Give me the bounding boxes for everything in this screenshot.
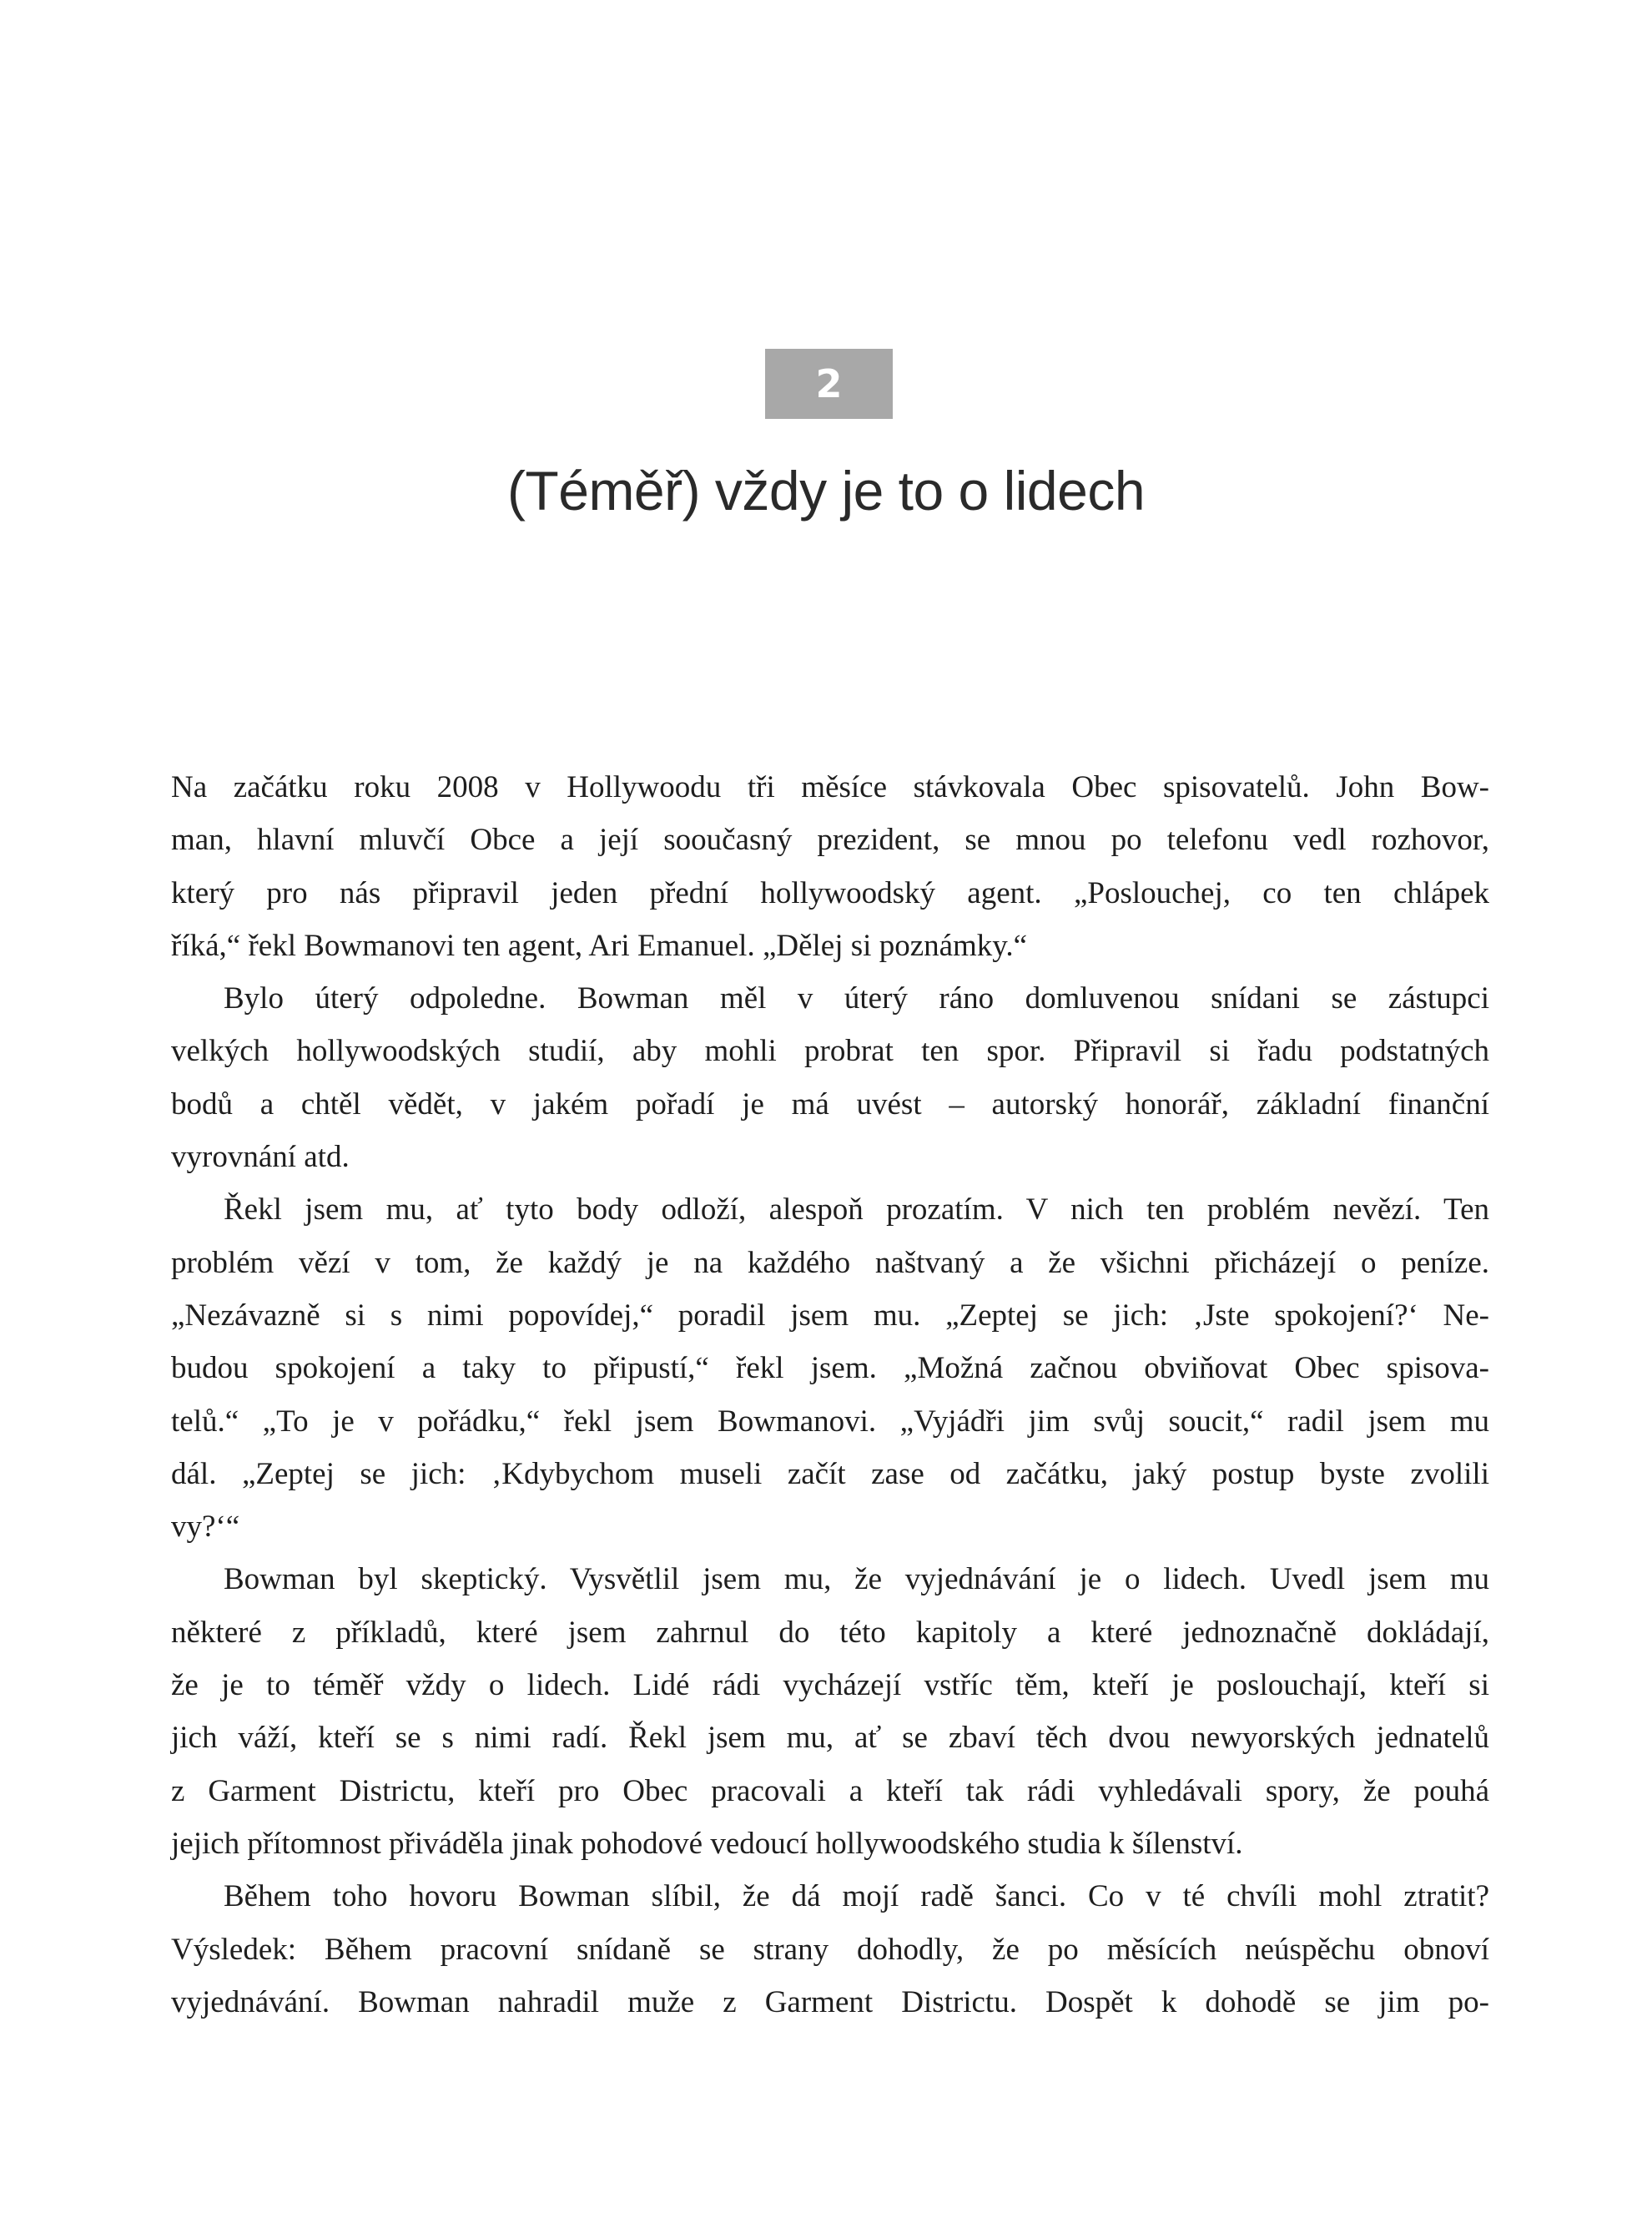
text-line: jejich přítomnost přiváděla jinak pohodové vedoucí hollywoodského studia k šílenství. xyxy=(171,1826,1243,1861)
text-line: Výsledek: Během pracovní snídaně se strany dohodly, že po měsících neúspěchu obnoví xyxy=(171,1932,1489,1967)
text-line: velkých hollywoodských studií, aby mohli probrat ten spor. Připravil si řadu podstatných xyxy=(171,1034,1489,1069)
text-line: problém vězí v tom, že každý je na každého naštvaný a že všichni přicházejí o peníze. xyxy=(171,1245,1489,1280)
text-line: budou spokojení a taky to připustí,“ řekl jsem. „Možná začnou obviňovat Obec spisova- xyxy=(171,1351,1489,1386)
text-line: Během toho hovoru Bowman slíbil, že dá mojí radě šanci. Co v té chvíli mohl ztratit? xyxy=(224,1879,1489,1914)
text-line: Bylo úterý odpoledne. Bowman měl v úterý ráno domluvenou snídani se zástupci xyxy=(224,981,1489,1016)
chapter-number-badge xyxy=(765,349,893,419)
text-line: některé z příkladů, které jsem zahrnul do této kapitoly a které jednoznačně dokládají, xyxy=(171,1615,1489,1650)
chapter-title: (Téměř) vždy je to o lidech xyxy=(506,460,1146,522)
body-text xyxy=(171,761,1489,2029)
chapter-number: 2 xyxy=(815,361,843,406)
text-line: dál. „Zeptej se jich: ‚Kdybychom museli začít zase od začátku, jaký postup byste zvolili xyxy=(171,1456,1489,1491)
text-line: vy?‘“ xyxy=(171,1510,240,1545)
text-line: že je to téměř vždy o lidech. Lidé rádi vycházejí vstříc těm, kteří je poslouchají, kteří si xyxy=(171,1668,1489,1703)
text-line: který pro nás připravil jeden přední hollywoodský agent. „Poslouchej, co ten chlápek xyxy=(171,875,1489,910)
text-line: telů.“ „To je v pořádku,“ řekl jsem Bowmanovi. „Vyjádři jim svůj soucit,“ radil jsem mu xyxy=(171,1404,1489,1439)
text-line: „Nezávazně si s nimi popovídej,“ poradil jsem mu. „Zeptej se jich: ‚Jste spokojení?‘ Ne- xyxy=(171,1298,1489,1333)
text-line: Řekl jsem mu, ať tyto body odloží, alespoň prozatím. V nich ten problém nevězí. Ten xyxy=(224,1192,1489,1227)
text-line: Bowman byl skeptický. Vysvětlil jsem mu, že vyjednávání je o lidech. Uvedl jsem mu xyxy=(224,1562,1489,1597)
text-line: říká,“ řekl Bowmanovi ten agent, Ari Emanuel. „Dělej si poznámky.“ xyxy=(171,928,1028,963)
text-line: z Garment Districtu, kteří pro Obec pracovali a kteří tak rádi vyhledávali spory, že pouhá xyxy=(171,1773,1489,1808)
text-line: man, hlavní mluvčí Obce a její sooučasný prezident, se mnou po telefonu vedl rozhovor, xyxy=(171,823,1489,858)
text-line: jich váží, kteří se s nimi radí. Řekl jsem mu, ať se zbaví těch dvou newyorských jednatelů xyxy=(171,1721,1489,1756)
text-line: vyrovnání atd. xyxy=(171,1140,350,1175)
text-line: bodů a chtěl vědět, v jakém pořadí je má uvést – autorský honorář, základní finanční xyxy=(171,1086,1489,1122)
text-line: vyjednávání. Bowman nahradil muže z Garment Districtu. Dospět k dohodě se jim po- xyxy=(171,1984,1489,2019)
text-line: Na začátku roku 2008 v Hollywoodu tři měsíce stávkovala Obec spisovatelů. John Bow- xyxy=(171,770,1489,804)
